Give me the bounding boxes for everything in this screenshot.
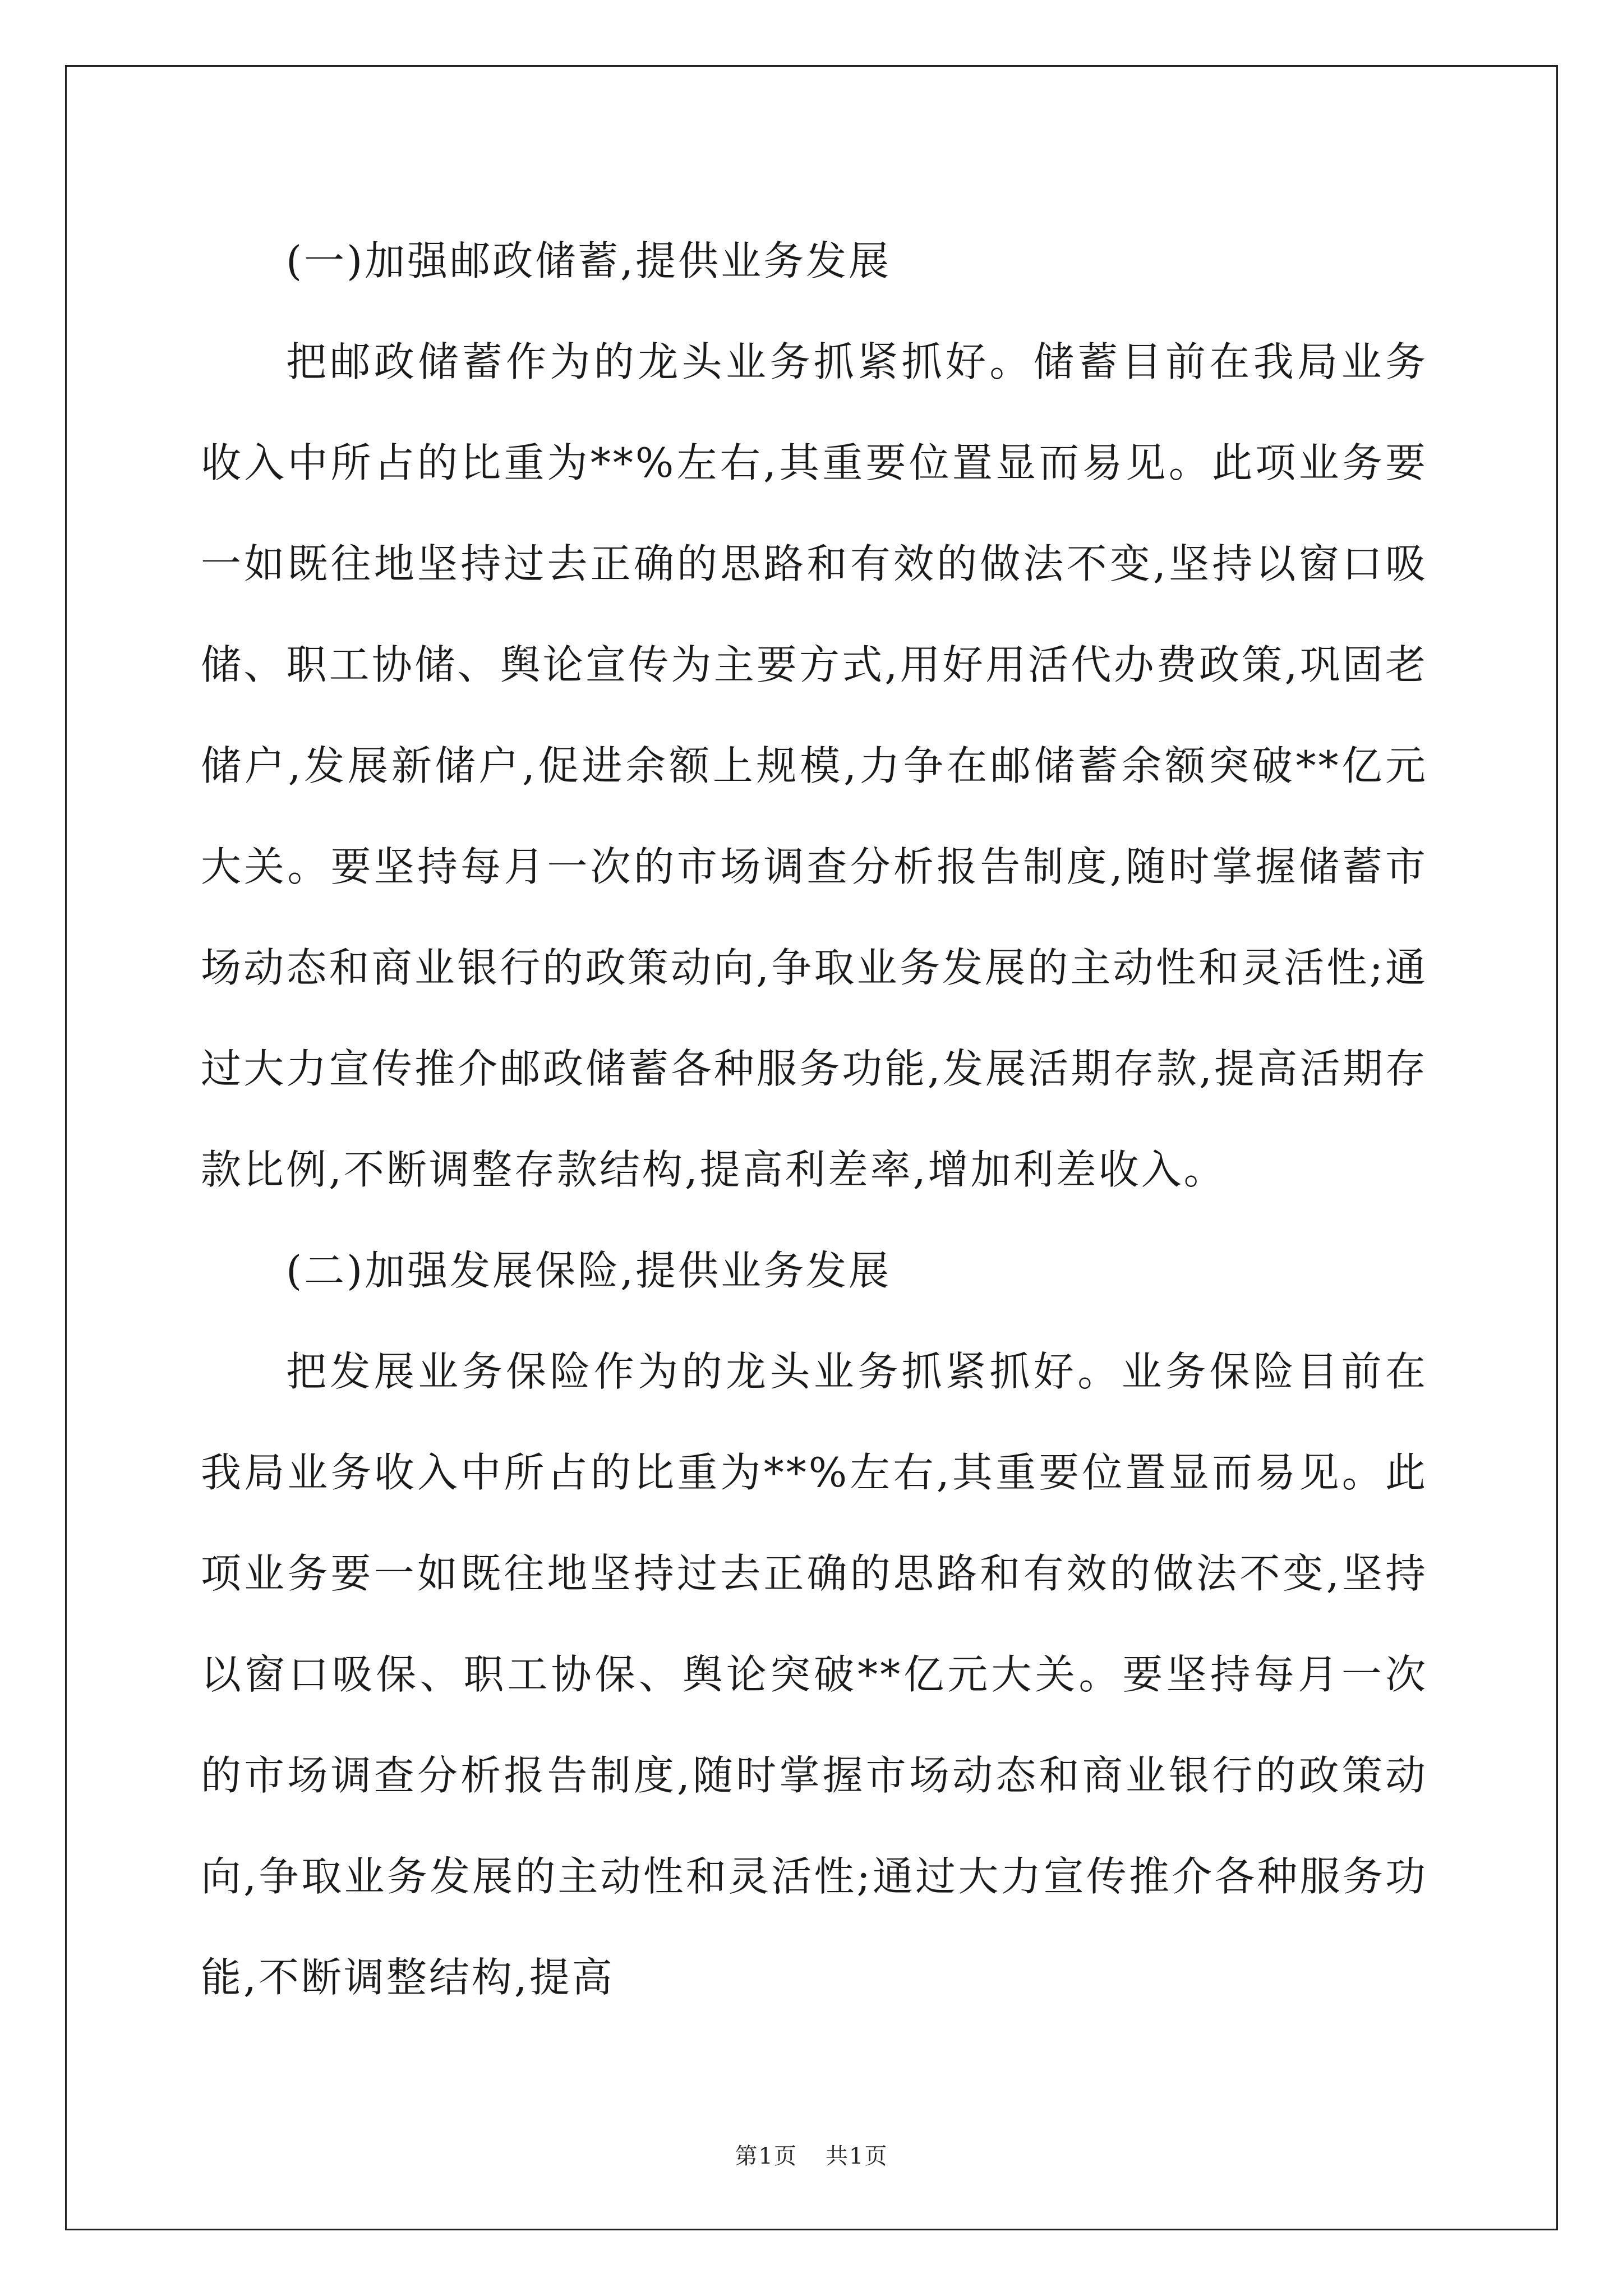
section-paragraph-2: 把发展业务保险作为的龙头业务抓紧抓好。业务保险目前在我局业务收入中所占的比重为**%左右,其重要位置显而易见。此项业务要一如既往地坚持过去正确的思路和有效的做法不变,坚持以窗口吸保、职工协保、舆论突破**亿元大关。要坚持每月一次的市场调查分析报告制度,随时掌握市场动态和商业银行的政策动向,争取业务发展的主动性和灵活性;通过大力宣传推介各种服务功能,不断调整结构,提高 [201, 1348, 1428, 2001]
page-number-current: 第1页 [735, 2143, 797, 2169]
page-footer [0, 2138, 1623, 2170]
page-number-total: 共1页 [826, 2143, 888, 2169]
section-heading-2: (二)加强发展保险,提供业务发展 [286, 1247, 892, 1294]
section-paragraph-1: 把邮政储蓄作为的龙头业务抓紧抓好。储蓄目前在我局业务收入中所占的比重为**%左右,其重要位置显而易见。此项业务要一如既往地坚持过去正确的思路和有效的做法不变,坚持以窗口吸储、职工协储、舆论宣传为主要方式,用好用活代办费政策,巩固老储户,发展新储户,促进余额上规模,力争在邮储蓄余额突破**亿元大关。要坚持每月一次的市场调查分析报告制度,随时掌握储蓄市场动态和商业银行的政策动向,争取业务发展的主动性和灵活性;通过大力宣传推介邮政储蓄各种服务功能,发展活期存款,提高活期存款比例,不断调整存款结构,提高利差率,增加利差收入。 [201, 338, 1428, 1193]
section-heading-1: (一)加强邮政储蓄,提供业务发展 [286, 237, 892, 284]
document-body [201, 210, 1428, 2028]
